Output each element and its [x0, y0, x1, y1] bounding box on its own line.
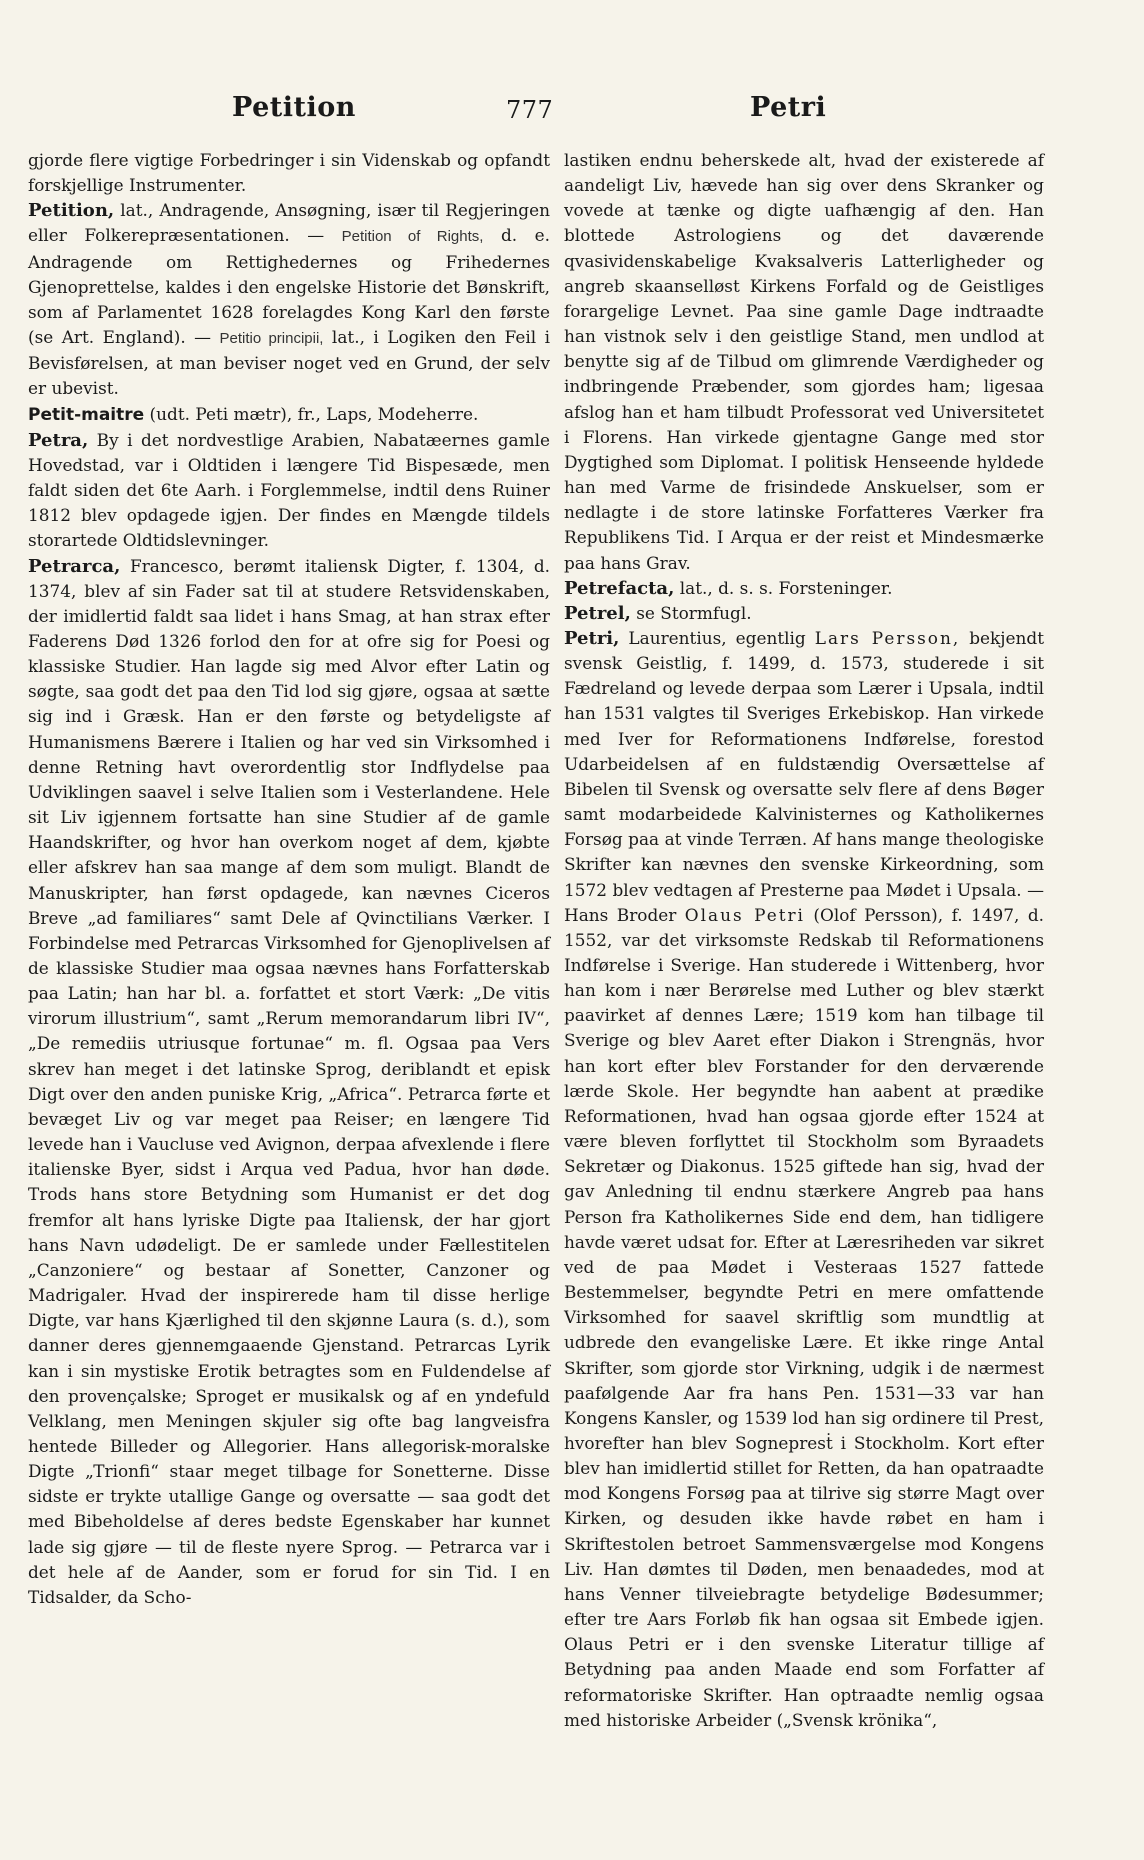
entry-petition — [28, 198, 550, 401]
right-column — [564, 148, 1044, 1733]
entry-petrel — [564, 601, 1044, 626]
entry-text: lat., Andragende, Ansøgning, især til Regjeringen eller Folkerepræsentationen. — — [28, 200, 550, 246]
continued-text: gjorde flere vigtige Forbedringer i sin Videnskab og opfandt forskjellige Instrumenter. — [28, 150, 550, 196]
entry-petit-maitre — [28, 402, 550, 428]
running-head-left: Petition — [232, 92, 356, 123]
headword: Petit-maitre — [28, 404, 145, 425]
headword: Petrefacta, — [564, 577, 675, 599]
headword: Petrel, — [564, 602, 631, 624]
entry-petra — [28, 428, 550, 554]
entry-petrefacta — [564, 576, 1044, 601]
entry-text: bekjendt svensk Geistlig, f. 1499, d. 1573, studerede i sit Fædreland og levede derpaa som Lærer i Upsala, indtil han 1531 valgtes til Sveriges Erkebiskop. Han virkede med Iver for Reformationens Indførelse, forestod Udarbeidelsen af en fuldstændig Oversættelse af Bibelen til Svensk og oversatte selv flere af dens Bøger samt modarbeidede Kalvinisternes og Katholikernes Forsøg paa at vinde Terræn. Af hans mange theologiske Skrifter kan nævnes den svenske Kirkeordning, som 1572 blev vedtagen af Presterne paa Mødet i Upsala. — Hans Broder — [564, 627, 1045, 925]
latin-phrase: Petition of Rights, — [341, 228, 484, 246]
entry-text: (Olof Persson), f. 1497, d. 1552, var det virksomste Redskab til Reformationens Indførelse i Sverige. Han studerede i Wittenberg, hvor han kom i nær Berørelse med Luther og blev stærkt paavirket af dennes Lære; 1519 kom han tilbage til Sverige og blev Aaret efter Diakon i Strengnäs, hvor han kort efter blev Forstander for den derværende lærde Skole. Her begyndte han aabent at prædike Reformationen, hvad han ogsaa gjorde efter 1524 at være bleven forflyttet til Stockholm som Byraadets Sekretær og Diakonus. 1525 giftede han sig, hvad der gav Anledning til endnu stærkere Angreb paa hans Person fra Katholikernes Side end dem, han tidligere havde været udsat for. Efter at Læresriheden var sikret ved de paa Mødet i Vesteraas 1527 fattede Bestemmelser, begyndte Petri en mere omfattende Virksomhed for saavel skriftlig som mundtlig at udbrede den evangeliske Lære. Et ikke ringe Antal Skrifter, som gjorde stor Virkning, udgik i de nærmest paafølgende Aar fra hans Pen. 1531—33 var han Kongens Kansler, og 1539 lod han sig ordinere til Prest, hvorefter han blev Sognepresṫ i Stockholm. Kort efter blev han imidlertid stillet for Retten, da han opatraadte mod Kongens Forsøg paa at tilrive sig større Magt over Kirken, og desuden ikke havde røbet en ham i Skriftestolen betroet Sammensværgelse mod Kongens Liv. Han dømtes til Døden, men benaadedes, mod at hans Venner tilveiebragte betydelige Bødesummer; efter tre Aars Forløb fik han ogsaa sit Embede igjen. Olaus Petri er i den svenske Literatur tillige af Betydning paa anden Maade end som Forfatter af reformatoriske Skrifter. Han optraadte nemlig ogsaa med historiske Arbeider („Svensk krönika“, — [564, 904, 1045, 1730]
continued-text: lastiken endnu beherskede alt, hvad der existerede af aandeligt Liv, hævede han sig over dens Skranker og vovede at tænke og digte uafhængig af den. Han blottede Astrologiens og det daværende qvasividenskabelige Kvaksalveris Latterligheder og angreb skaanselløst Kirkens Forfald og de Geistliges forargelige Levnet. Paa sine gamle Dage indtraadte han vistnok selv i den geistlige Stand, men undlod at benytte sig af de Tilbud om glimrende Værdigheder og indbringende Præbender, som gjordes ham; ligesaa afslog han et ham tilbudt Professorat ved Universitetet i Florens. Han virkede gjentagne Gange med stor Dygtighed som Diplomat. I politisk Henseende hyldede han med Varme de frisindede Anskuelser, som er nedlagte i de store latinske Forfatteres Værker fra Republikens Tid. I Arqua er der reist et Mindesmærke paa hans Grav. — [564, 150, 1044, 573]
left-column — [28, 148, 550, 1610]
entry-text: By i det nordvestlige Arabien, Nabatæernes gamle Hovedstad, var i Oldtiden i længere Tid Bispesæde, men faldt siden det 6te Aarh. i Forglemmelse, indtil dens Ruiner 1812 blev opdagede igjen. Der findes en Mængde tildels storartede Oldtidslevninger. — [28, 429, 550, 551]
entry-petrarca — [28, 554, 550, 1611]
entry-text: Francesco, berømt italiensk Digter, f. 1304, d. 1374, blev af sin Fader sat til at studere Retsvidenskaben, der imidlertid faldt saa lidet i hans Smag, at han strax efter Faderens Død 1326 forlod den for at ofre sig for Poesi og klassiske Studier. Han lagde sig med Alvor efter Latin og søgte, saa godt det paa den Tid lod sig gjøre, ogsaa at sætte sig ind i Græsk. Han er den første og betydeligste af Humanismens Bærere i Italien og har ved sin Virksomhed i denne Retning havt overordentlig stor Indflydelse paa Udviklingen saavel i selve Italien som i Vesterlandene. Hele sit Liv igjennem fortsatte han sine Studier af de gamle Haandskrifter, og hvor han overkom noget af dem, kjøbte eller afskrev han saa mange af dem som muligt. Blandt de Manuskripter, han først opdagede, kan nævnes Ciceros Breve „ad familiares“ samt Dele af Qvinctilians Værker. I Forbindelse med Petrarcas Virksomhed for Gjenoplivelsen af de klassiske Studier maa ogsaa nævnes hans Forfatterskab paa Latin; han har bl. a. forfattet et stort Værk: „De vitis virorum illustrium“, samt „Rerum memorandarum libri IV“, „De remediis utriusque fortunae“ m. fl. Ogsaa paa Vers skrev han meget i det latinske Sprog, deriblandt et episk Digt over den anden puniske Krig, „Africa“. Petrarca førte et bevæget Liv og var meget paa Reiser; en længere Tid levede han i Vaucluse ved Avignon, derpaa afvexlende i flere italienske Byer, sidst i Arqua ved Padua, hvor han døde. Trods hans store Betydning som Humanist er det dog fremfor alt hans lyriske Digte paa Italiensk, der har gjort hans Navn udødeligt. De er samlede under Fællestitelen „Canzoniere“ og bestaar af Sonetter, Canzoner og Madrigaler. Hvad der inspirerede ham til disse herlige Digte, var hans Kjærlighed til den skjønne Laura (s. d.), som danner deres gjennemgaaende Gjenstand. Petrarcas Lyrik kan i sin mystiske Erotik betragtes som en Fuldendelse af den provençalske; Sproget er musikalsk og af en yndefuld Velklang, men Meningen skjuler sig ofte bag langveisfra hentede Billeder og Allegorier. Hans allegorisk-moralske Digte „Trionfi“ staar meget tilbage for Sonetterne. Disse sidste er trykte utallige Gange og oversatte — saa godt det med Bibeholdelse af deres bedste Egenskaber har kunnet lade sig gjøre — til de fleste nyere Sprog. — Petrarca var i det hele af de Aander, som er forud for sin Tid. I en Tidsalder, da Scho- — [28, 555, 550, 1607]
page-number: 777 — [506, 96, 554, 124]
entry-text: Laurentius, egentlig — [619, 627, 815, 648]
running-head-right: Petri — [750, 92, 827, 123]
headword: Petra, — [28, 429, 89, 451]
headword: Petrarca, — [28, 555, 121, 577]
entry-text: (udt. Peti mætr), fr., Laps, Modeherre. — [144, 403, 479, 424]
headword: Petition, — [28, 200, 115, 222]
spaced-name: Olaus Petri — [684, 904, 805, 925]
latin-phrase: Petitio principii, — [219, 330, 324, 348]
entry-text: lat., d. s. s. Forsteninger. — [674, 577, 893, 598]
entry-text: se Stormfugl. — [630, 602, 752, 623]
entry-text: lat., i Logiken den Feil i Bevisførelsen, at man beviser noget ved en Grund, der selv er ubevist. — [28, 327, 550, 399]
headword: Petri, — [564, 627, 620, 649]
spaced-name: Lars Persson, — [814, 627, 961, 648]
entry-text: d. e. Andragende om Rettighedernes og Frihedernes Gjenoprettelse, kaldes i den engelske Historie det Bønskrift, som af Parlamentet 1628 forelagdes Kong Karl den første (se Art. England). — — [28, 225, 550, 348]
entry-petri — [564, 626, 1044, 1733]
